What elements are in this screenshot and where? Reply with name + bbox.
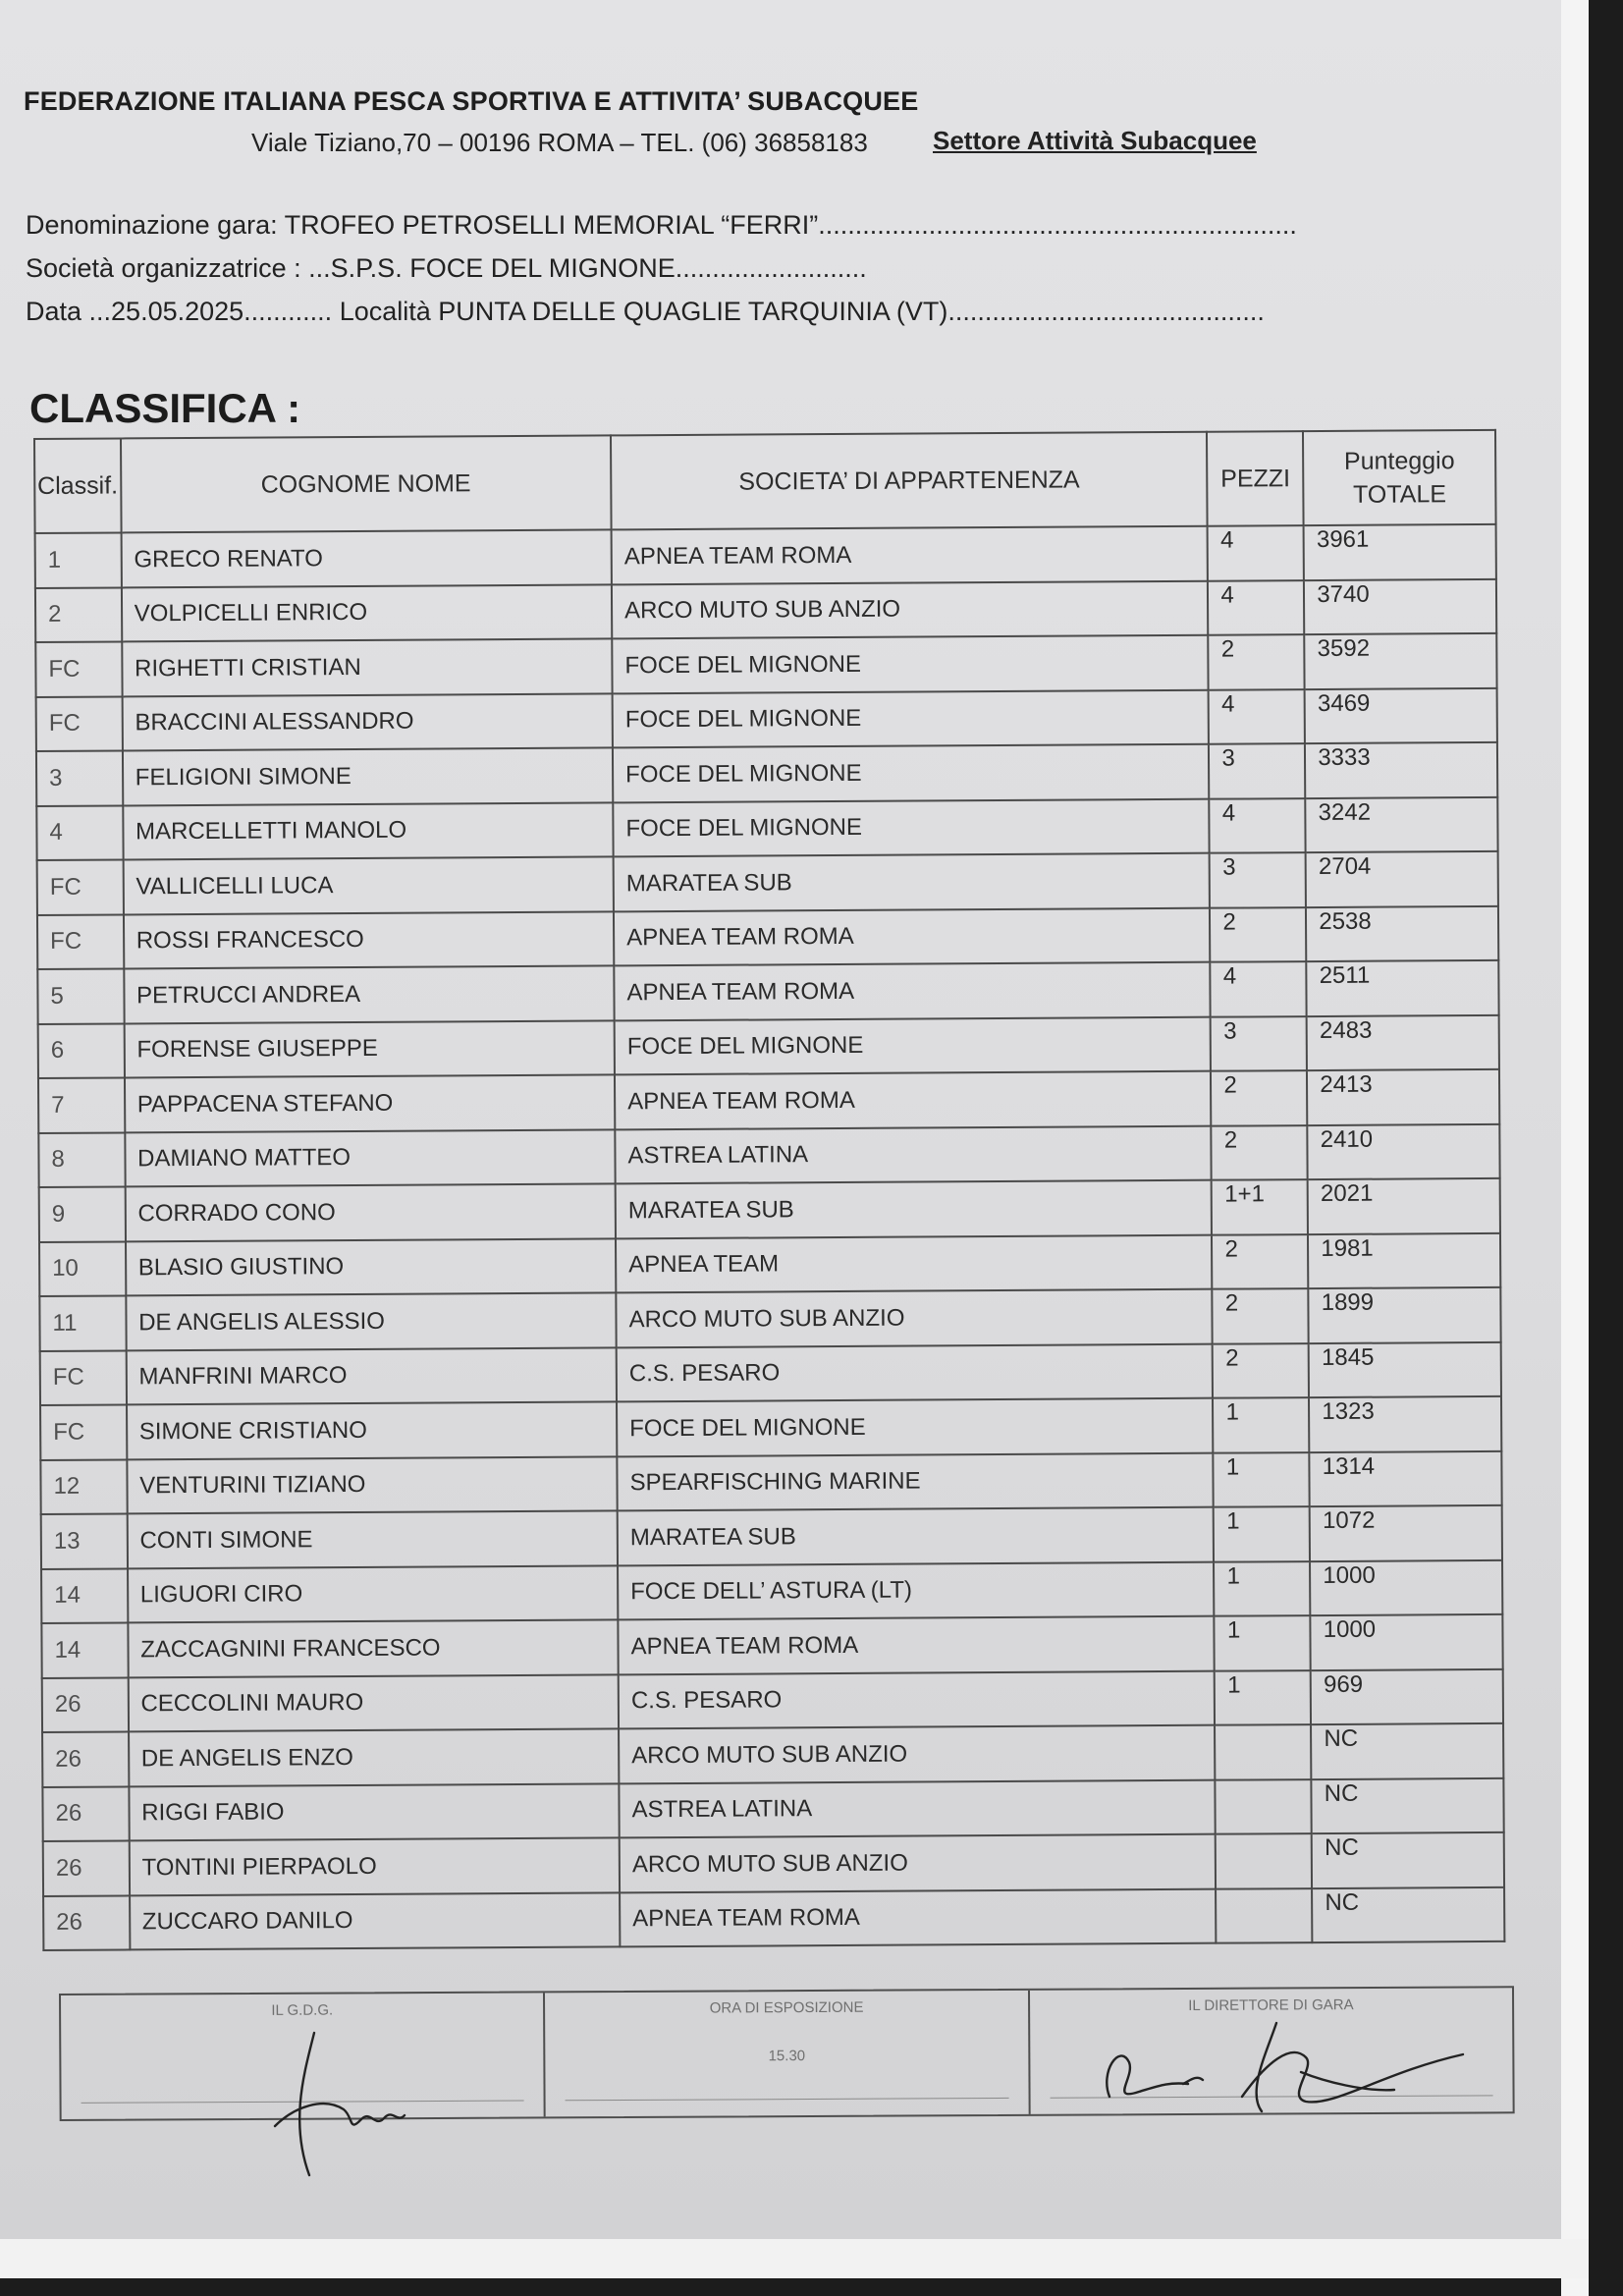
time-value: 15.30 [768,2048,806,2065]
score-cell: 1000 [1311,1614,1503,1670]
pieces-cell: 3 [1209,743,1305,798]
rank-cell: 8 [38,1132,125,1187]
pieces-cell: 1 [1215,1615,1311,1670]
table-row [43,1832,1504,1896]
score-cell: 3333 [1305,742,1497,798]
name-cell: PETRUCCI ANDREA [124,965,615,1023]
table-row [37,851,1498,915]
pieces-cell: 1 [1214,1452,1310,1507]
rank-cell: 26 [43,1840,130,1895]
header-rank: Classif. [34,438,121,533]
name-cell: VENTURINI TIZIANO [127,1456,618,1514]
table-row [35,524,1496,588]
table-row [40,1341,1501,1405]
date-location: Data ...25.05.2025............ Località PUNTA DELLE QUAGLIE TARQUINIA (VT)........................................... [26,297,1265,326]
society-cell: APNEA TEAM ROMA [615,1071,1212,1129]
score-cell: 2483 [1307,1014,1499,1070]
pieces-cell: 2 [1212,1234,1308,1289]
sector-label: Settore Attività Subacquee [933,126,1257,155]
table-row [37,960,1498,1024]
gdg-signature [245,2013,422,2180]
table-row [35,633,1496,697]
society-cell: MARATEA SUB [618,1507,1215,1565]
society-cell: ARCO MUTO SUB ANZIO [620,1834,1217,1892]
table-row [41,1559,1502,1623]
rank-cell: 10 [39,1241,126,1296]
pieces-cell: 2 [1213,1288,1309,1343]
score-cell: 3242 [1306,796,1498,852]
name-cell: VOLPICELLI ENRICO [122,584,613,642]
rank-cell: 26 [42,1677,129,1732]
table-row [37,905,1498,969]
score-cell: NC [1312,1886,1504,1942]
pieces-cell [1216,1888,1312,1943]
table-row [40,1450,1501,1514]
results-table [33,429,1505,1951]
gdg-label: IL G.D.G. [271,2001,334,2019]
rank-cell: 2 [35,587,122,642]
header-score [1303,430,1495,525]
header-name: COGNOME NOME [121,435,612,532]
scan-margin-right [1561,0,1589,2296]
score-cell: NC [1312,1832,1504,1888]
rank-cell: FC [37,914,124,969]
score-cell: 3740 [1304,578,1496,634]
score-cell: 969 [1311,1668,1503,1724]
society-cell: APNEA TEAM ROMA [618,1616,1215,1674]
society-cell: C.S. PESARO [617,1343,1214,1401]
director-signature [1070,2003,1483,2121]
score-cell: 3592 [1305,633,1497,689]
score-cell: NC [1311,1723,1503,1779]
name-cell: CECCOLINI MAURO [128,1674,619,1732]
score-cell: 1899 [1309,1287,1501,1343]
society-cell: FOCE DEL MIGNONE [615,1016,1212,1074]
name-cell: BRACCINI ALESSANDRO [122,693,613,751]
table-row [42,1668,1503,1732]
table-row [36,687,1497,751]
pieces-cell: 1+1 [1212,1179,1308,1234]
name-cell: FELIGIONI SIMONE [123,747,614,805]
society-cell: MARATEA SUB [614,853,1211,911]
rank-cell: 6 [38,1023,125,1078]
pieces-cell [1215,1724,1311,1779]
table-row [42,1777,1503,1841]
table-header-row [34,430,1496,533]
score-cell: 2410 [1308,1123,1500,1179]
name-cell: ZUCCARO DANILO [130,1892,621,1950]
rank-cell: 26 [42,1786,129,1841]
pieces-cell: 2 [1209,634,1305,689]
time-line [566,2098,1008,2101]
rank-cell: 1 [35,532,122,587]
name-cell: RIGGI FABIO [129,1783,620,1841]
pieces-cell: 2 [1213,1343,1309,1398]
rank-cell: 12 [40,1459,127,1514]
society-cell: APNEA TEAM [616,1234,1213,1292]
table-row [39,1178,1500,1242]
name-cell: SIMONE CRISTIANO [127,1401,618,1459]
name-cell: BLASIO GIUSTINO [126,1238,617,1296]
rank-cell: FC [37,859,124,914]
rank-cell: FC [35,641,122,696]
table-row [39,1232,1500,1296]
pieces-cell: 2 [1212,1125,1308,1180]
table-row [36,742,1497,806]
name-cell: DAMIANO MATTEO [125,1129,616,1187]
score-cell: 2413 [1307,1069,1499,1125]
rank-cell: FC [36,696,123,751]
name-cell: MANFRINI MARCO [126,1347,617,1405]
name-cell: CORRADO CONO [125,1183,616,1241]
rank-cell: FC [40,1350,127,1405]
score-cell: 3469 [1305,687,1497,743]
pieces-cell [1216,1833,1312,1888]
society-cell: FOCE DEL MIGNONE [613,798,1210,856]
rank-cell: 5 [37,968,124,1023]
score-cell: 1000 [1310,1559,1502,1615]
time-cell [545,1991,1030,2117]
table-row [38,1123,1499,1187]
name-cell: DE ANGELIS ENZO [129,1728,620,1786]
pieces-cell: 4 [1210,798,1306,853]
society-cell: APNEA TEAM ROMA [612,526,1209,584]
table-row [40,1396,1501,1460]
table-row [38,1014,1499,1078]
score-cell: 1314 [1310,1450,1502,1506]
table-row [39,1287,1500,1351]
name-cell: GRECO RENATO [121,529,612,587]
name-cell: VALLICELLI LUCA [123,856,614,914]
society-cell: FOCE DEL MIGNONE [612,635,1209,693]
federation-title: FEDERAZIONE ITALIANA PESCA SPORTIVA E ATTIVITA’ SUBACQUEE [24,86,919,116]
pieces-cell: 4 [1211,961,1307,1016]
name-cell: TONTINI PIERPAOLO [129,1837,620,1895]
header-pieces: PEZZI [1207,431,1303,526]
table-row [36,796,1497,860]
pieces-cell: 1 [1215,1670,1311,1725]
director-label: IL DIRETTORE DI GARA [1188,1996,1354,2014]
name-cell: LIGUORI CIRO [128,1565,619,1623]
society-cell: FOCE DEL MIGNONE [617,1398,1214,1456]
society-cell: FOCE DEL MIGNONE [613,689,1210,747]
competition-name: Denominazione gara: TROFEO PETROSELLI MEMORIAL “FERRI”................................................................. [26,210,1297,240]
name-cell: PAPPACENA STEFANO [125,1074,616,1132]
rank-cell: 13 [41,1513,128,1568]
pieces-cell: 4 [1208,525,1304,580]
pieces-cell: 3 [1210,852,1306,907]
table-row [35,578,1496,642]
score-cell: 1981 [1308,1232,1500,1288]
rank-cell: 7 [38,1077,125,1132]
table-row [38,1069,1499,1133]
pieces-cell [1216,1779,1312,1834]
name-cell: DE ANGELIS ALESSIO [126,1292,617,1350]
rank-cell: 26 [42,1731,129,1786]
society-cell: SPEARFISCHING MARINE [617,1452,1214,1510]
table-row [43,1886,1504,1950]
society-cell: MARATEA SUB [616,1180,1213,1238]
rank-cell: 26 [43,1895,130,1950]
header-score-line1: Punteggio [1343,447,1455,475]
pieces-cell: 4 [1209,689,1305,744]
rank-cell: 14 [41,1622,128,1677]
society-cell: FOCE DEL MIGNONE [613,744,1210,802]
score-cell: 3961 [1304,524,1496,580]
rank-cell: 3 [36,750,123,805]
name-cell: ZACCAGNINI FRANCESCO [128,1619,619,1677]
pieces-cell: 1 [1213,1397,1309,1452]
score-cell: 1323 [1309,1396,1501,1452]
rank-cell: FC [40,1404,127,1459]
society-cell: ARCO MUTO SUB ANZIO [616,1289,1213,1347]
organizer: Società organizzatrice : ...S.P.S. FOCE DEL MIGNONE.......................... [26,253,867,283]
header-society: SOCIETA’ DI APPARTENENZA [611,432,1208,530]
pieces-cell: 2 [1211,1070,1307,1125]
score-cell: 1072 [1310,1505,1502,1561]
society-cell: APNEA TEAM ROMA [614,907,1211,965]
score-cell: 1845 [1309,1341,1501,1397]
table-row [41,1614,1502,1678]
name-cell: CONTI SIMONE [127,1510,618,1568]
header-score-line2: TOTALE [1352,480,1447,509]
rank-cell: 9 [39,1186,126,1241]
time-label: ORA DI ESPOSIZIONE [709,1998,864,2017]
society-cell: APNEA TEAM ROMA [620,1888,1217,1946]
name-cell: ROSSI FRANCESCO [124,911,615,969]
society-cell: ARCO MUTO SUB ANZIO [619,1725,1216,1783]
society-cell: FOCE DELL’ ASTURA (LT) [618,1561,1215,1619]
society-cell: C.S. PESARO [619,1670,1216,1728]
federation-address: Viale Tiziano,70 – 00196 ROMA – TEL. (06) 36858183 [251,128,868,157]
name-cell: FORENSE GIUSEPPE [124,1020,615,1078]
name-cell: MARCELLETTI MANOLO [123,802,614,860]
table-row [42,1723,1503,1787]
society-cell: APNEA TEAM ROMA [614,962,1211,1020]
society-cell: ASTREA LATINA [615,1125,1212,1183]
pieces-cell: 4 [1208,580,1304,635]
pieces-cell: 1 [1214,1506,1310,1561]
score-cell: 2021 [1308,1178,1500,1234]
score-cell: 2538 [1306,905,1498,961]
classifica-title: CLASSIFICA : [29,385,301,431]
name-cell: RIGHETTI CRISTIAN [122,638,613,696]
pieces-cell: 3 [1211,1016,1307,1071]
rank-cell: 14 [41,1568,128,1623]
society-cell: ASTREA LATINA [619,1779,1216,1837]
scan-margin-bottom [0,2239,1589,2278]
score-cell: NC [1312,1777,1504,1833]
society-cell: ARCO MUTO SUB ANZIO [612,580,1209,638]
pieces-cell: 2 [1210,907,1306,962]
rank-cell: 4 [36,805,123,860]
score-cell: 2704 [1306,851,1498,907]
rank-cell: 11 [39,1295,126,1350]
results-body [35,524,1505,1950]
pieces-cell: 1 [1214,1561,1310,1616]
score-cell: 2511 [1307,960,1499,1016]
table-row [41,1505,1502,1569]
